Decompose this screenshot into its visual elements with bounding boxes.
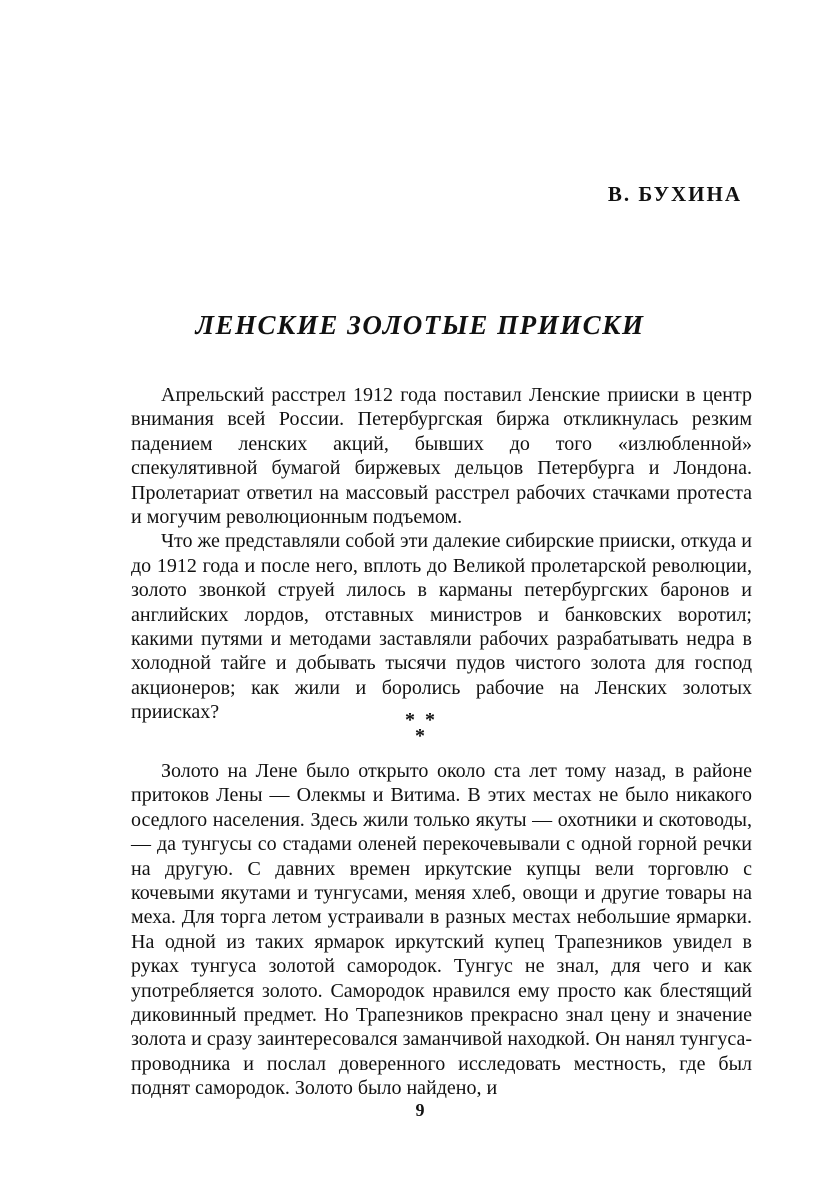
- author-name: В. БУХИНА: [607, 182, 742, 206]
- page-number: 9: [415, 1100, 425, 1120]
- article-title: ЛЕНСКИЕ ЗОЛОТЫЕ ПРИИСКИ: [195, 310, 645, 340]
- history-section: [131, 759, 752, 1101]
- paragraph: Золото на Лене было открыто около ста лет тому назад, в районе притоков Лены — Олекмы и Витима. В этих местах не было никакого оседлого населения. Здесь жили только якуты — охотники и скотоводы,— да тунгусы со стадами оленей перекочевывали с одной горной речки на другую. С давних времен иркутские купцы вели торговлю с кочевыми якутами и тунгусами, меняя хлеб, овощи и другие товары на меха. Для торга летом устраивали в разных местах небольшие ярмарки. На одной из таких ярмарок иркутский купец Трапезников увидел в руках тунгуса золотой самородок. Тунгус не знал, для чего и как употребляется золото. Самородок нравился ему просто как блестящий диковинный предмет. Но Трапезников прекрасно знал цену и значение золота и сразу заинтересовался заманчивой находкой. Он нанял тунгуса-проводника и послал доверенного исследовать местность, где был поднят самородок. Золото было найдено, и: [131, 760, 752, 1100]
- asterism-bottom-row: *: [415, 725, 425, 747]
- section-divider-asterism: [0, 709, 840, 747]
- paragraph: Апрельский расстрел 1912 года поставил Ленские прииски в центр внимания всей России. Петербургская биржа откликнулась резким падением ленских акций, бывших до того «излюбленной» спекулятивной бумагой биржевых дельцов Петербурга и Лондона. Пролетариат ответил на массовый расстрел рабочих стачками протеста и могучим революционным подъемом.: [131, 384, 752, 529]
- paragraph: Что же представляли собой эти далекие сибирские прииски, откуда и до 1912 года и после него, вплоть до Великой пролетарской революции, золото звонкой струей лилось в карманы петербургских баронов и английских лордов, отставных министров и банковских воротил; какими путями и методами заставляли рабочих разрабатывать недра в холодной тайге и добывать тысячи пудов чистого золота для господ акционеров; как жили и боролись рабочие на Ленских золотых приисках?: [131, 530, 752, 724]
- intro-section: [131, 383, 752, 725]
- asterism-top-row: **: [405, 709, 445, 731]
